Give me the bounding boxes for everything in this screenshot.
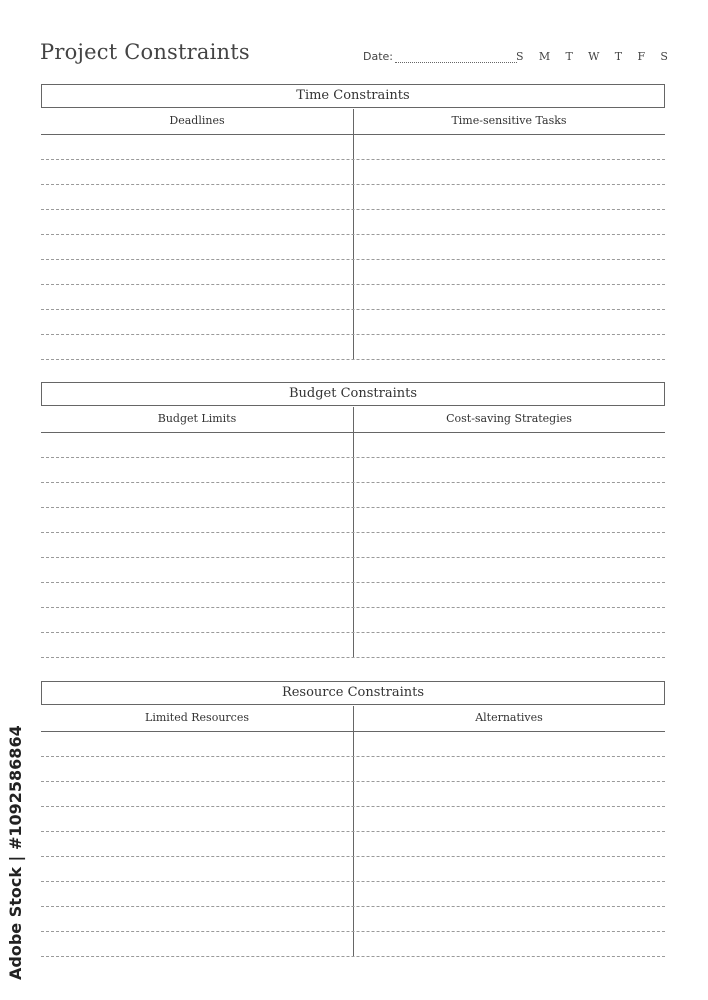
writing-line[interactable]: [41, 756, 665, 757]
time-constraints-section: [41, 84, 665, 361]
section-title: Budget Constraints: [41, 382, 665, 406]
writing-line[interactable]: [41, 806, 665, 807]
writing-line[interactable]: [41, 931, 665, 932]
writing-line[interactable]: [41, 159, 665, 160]
writing-line[interactable]: [41, 507, 665, 508]
section-title: Time Constraints: [41, 84, 665, 108]
day-tue[interactable]: T: [565, 50, 573, 63]
writing-line[interactable]: [41, 334, 665, 335]
writing-line[interactable]: [41, 309, 665, 310]
writing-line[interactable]: [41, 956, 665, 957]
writing-line[interactable]: [41, 259, 665, 260]
column-header-limited-resources: Limited Resources: [145, 711, 249, 724]
date-label: Date:: [363, 50, 393, 63]
day-wed[interactable]: W: [588, 50, 600, 63]
writing-line[interactable]: [41, 831, 665, 832]
date-field[interactable]: [363, 50, 517, 63]
writing-line[interactable]: [41, 184, 665, 185]
writing-line[interactable]: [41, 234, 665, 235]
column-header-alternatives: Alternatives: [475, 711, 543, 724]
stock-id-text: Adobe Stock | #1092586864: [6, 725, 25, 980]
writing-line[interactable]: [41, 906, 665, 907]
resource-constraints-section: [41, 681, 665, 958]
weekday-selector: [516, 50, 668, 63]
date-line[interactable]: [395, 51, 517, 63]
column-header-budget-limits: Budget Limits: [157, 412, 237, 425]
writing-line[interactable]: [41, 582, 665, 583]
writing-line[interactable]: [41, 532, 665, 533]
page-title: Project Constraints: [40, 40, 250, 64]
day-mon[interactable]: M: [538, 50, 551, 63]
day-sun[interactable]: S: [516, 50, 524, 63]
budget-constraints-section: [41, 382, 665, 659]
writing-line[interactable]: [41, 359, 665, 360]
writing-line[interactable]: [41, 482, 665, 483]
section-title: Resource Constraints: [41, 681, 665, 705]
day-fri[interactable]: F: [637, 50, 646, 63]
writing-line[interactable]: [41, 457, 665, 458]
writing-line[interactable]: [41, 781, 665, 782]
writing-line[interactable]: [41, 607, 665, 608]
writing-line[interactable]: [41, 657, 665, 658]
writing-line[interactable]: [41, 284, 665, 285]
column-header-deadlines: Deadlines: [169, 114, 225, 127]
day-sat[interactable]: S: [660, 50, 668, 63]
column-header-time-sensitive-tasks: Time-sensitive Tasks: [451, 114, 567, 127]
writing-line[interactable]: [41, 557, 665, 558]
writing-line[interactable]: [41, 209, 665, 210]
day-thu[interactable]: T: [614, 50, 623, 63]
column-header-cost-saving-strategies: Cost-saving Strategies: [446, 412, 572, 425]
writing-line[interactable]: [41, 881, 665, 882]
writing-line[interactable]: [41, 856, 665, 857]
writing-line[interactable]: [41, 632, 665, 633]
